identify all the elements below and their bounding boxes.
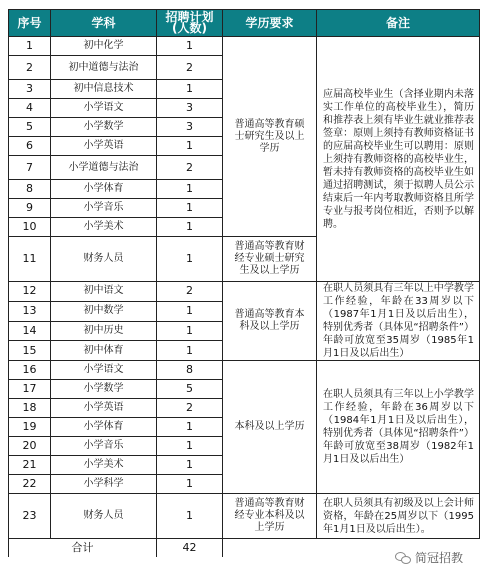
row-subject: 小学美术 [51,218,157,237]
row-count: 2 [157,56,223,80]
row-no: 17 [9,380,51,399]
table-row [9,37,480,56]
row-count: 2 [157,156,223,180]
row-no: 23 [9,494,51,539]
table-row [9,282,480,302]
wechat-logo-icon [395,551,411,564]
row-subject: 小学美术 [51,456,157,475]
row-subject: 小学科学 [51,475,157,494]
row-subject: 小学音乐 [51,437,157,456]
header-row [9,10,480,37]
education-group-4: 本科及以上学历 [223,361,317,494]
row-count: 1 [157,80,223,99]
row-count: 1 [157,37,223,56]
row-count: 1 [157,218,223,237]
row-no: 10 [9,218,51,237]
row-subject: 小学英语 [51,137,157,156]
row-count: 2 [157,399,223,418]
row-count: 1 [157,475,223,494]
row-no: 9 [9,199,51,218]
row-no: 4 [9,99,51,118]
row-subject: 财务人员 [51,237,157,282]
row-subject: 小学体育 [51,418,157,437]
row-no: 12 [9,282,51,302]
row-no: 2 [9,56,51,80]
header-subject: 学科 [51,10,157,37]
row-subject: 小学数学 [51,118,157,137]
row-count: 1 [157,418,223,437]
row-count: 1 [157,301,223,321]
row-count: 1 [157,341,223,361]
row-count: 3 [157,118,223,137]
table-row [9,361,480,380]
row-no: 7 [9,156,51,180]
row-subject: 小学语文 [51,99,157,118]
header-plan-line1: 招聘计划 [165,10,214,24]
row-subject: 初中信息技术 [51,80,157,99]
row-subject: 初中化学 [51,37,157,56]
row-count: 1 [157,180,223,199]
row-no: 16 [9,361,51,380]
row-count: 8 [157,361,223,380]
total-empty [223,539,317,558]
row-no: 22 [9,475,51,494]
education-group-3: 普通高等教育本科及以上学历 [223,282,317,361]
row-subject: 初中道德与法治 [51,56,157,80]
row-count: 1 [157,437,223,456]
row-subject: 初中体育 [51,341,157,361]
row-no: 13 [9,301,51,321]
watermark [392,548,466,567]
row-count: 1 [157,321,223,341]
total-count: 42 [157,539,223,558]
row-count: 1 [157,237,223,282]
row-subject: 小学英语 [51,399,157,418]
education-group-5: 普通高等教育财经专业本科及以上学历 [223,494,317,539]
watermark-text: 简冠招教 [414,551,463,565]
row-count: 1 [157,494,223,539]
recruitment-table [8,9,480,557]
row-no: 6 [9,137,51,156]
row-no: 15 [9,341,51,361]
row-no: 5 [9,118,51,137]
remarks-group-1: 应届高校毕业生（含择业期内未落实工作单位的高校毕业生），简历和推荐表上须有毕业生就业推荐表签章：原则上须持有教师资格证书的应届高校毕业生可以聘用：原则上须持有教师资格的高校毕业生，暂未持有教师资格的高校毕业生如通过招聘测试，须于拟聘人员公示结束后一年内考取教师资格且所学专业与报考岗位相近，否则予以解聘。 [317,37,480,282]
header-no: 序号 [9,10,51,37]
row-subject: 小学数学 [51,380,157,399]
row-subject: 小学体育 [51,180,157,199]
header-education: 学历要求 [223,10,317,37]
education-group-1: 普通高等教育硕士研究生及以上学历 [223,37,317,237]
row-subject: 小学道德与法治 [51,156,157,180]
row-count: 3 [157,99,223,118]
row-no: 8 [9,180,51,199]
row-count: 1 [157,199,223,218]
row-no: 20 [9,437,51,456]
row-subject: 小学音乐 [51,199,157,218]
row-subject: 初中语文 [51,282,157,302]
row-subject: 初中历史 [51,321,157,341]
row-subject: 初中数学 [51,301,157,321]
row-subject: 小学语文 [51,361,157,380]
table-row [9,494,480,539]
row-no: 1 [9,37,51,56]
remarks-group-4: 在职人员须具有初级及以上会计师资格，年龄在25周岁以下（1995年1月1日及以后出生）。 [317,494,480,539]
row-no: 11 [9,237,51,282]
row-count: 5 [157,380,223,399]
header-remarks: 备注 [317,10,480,37]
row-count: 1 [157,137,223,156]
row-no: 18 [9,399,51,418]
row-no: 3 [9,80,51,99]
header-plan-line2: (人数) [172,21,207,35]
total-label: 合计 [9,539,157,558]
row-no: 19 [9,418,51,437]
row-count: 2 [157,282,223,302]
row-no: 21 [9,456,51,475]
row-no: 14 [9,321,51,341]
remarks-group-2: 在职人员须具有三年以上中学教学工作经验，年龄在33周岁以下（1987年1月1日及以后出生），特别优秀者（具体见“招聘条件”）年龄可放宽至35周岁（1985年1月1日及以后出生） [317,282,480,361]
row-subject: 财务人员 [51,494,157,539]
row-count: 1 [157,456,223,475]
header-plan [157,10,223,37]
education-group-2: 普通高等教育财经专业硕士研究生及以上学历 [223,237,317,282]
remarks-group-3: 在职人员须具有三年以上小学教学工作经验，年龄在36周岁以下（1984年1月1日及以后出生），特别优秀者（具体见“招聘条件”）年龄可放宽至38周岁（1982年1月1日及以后出生） [317,361,480,494]
